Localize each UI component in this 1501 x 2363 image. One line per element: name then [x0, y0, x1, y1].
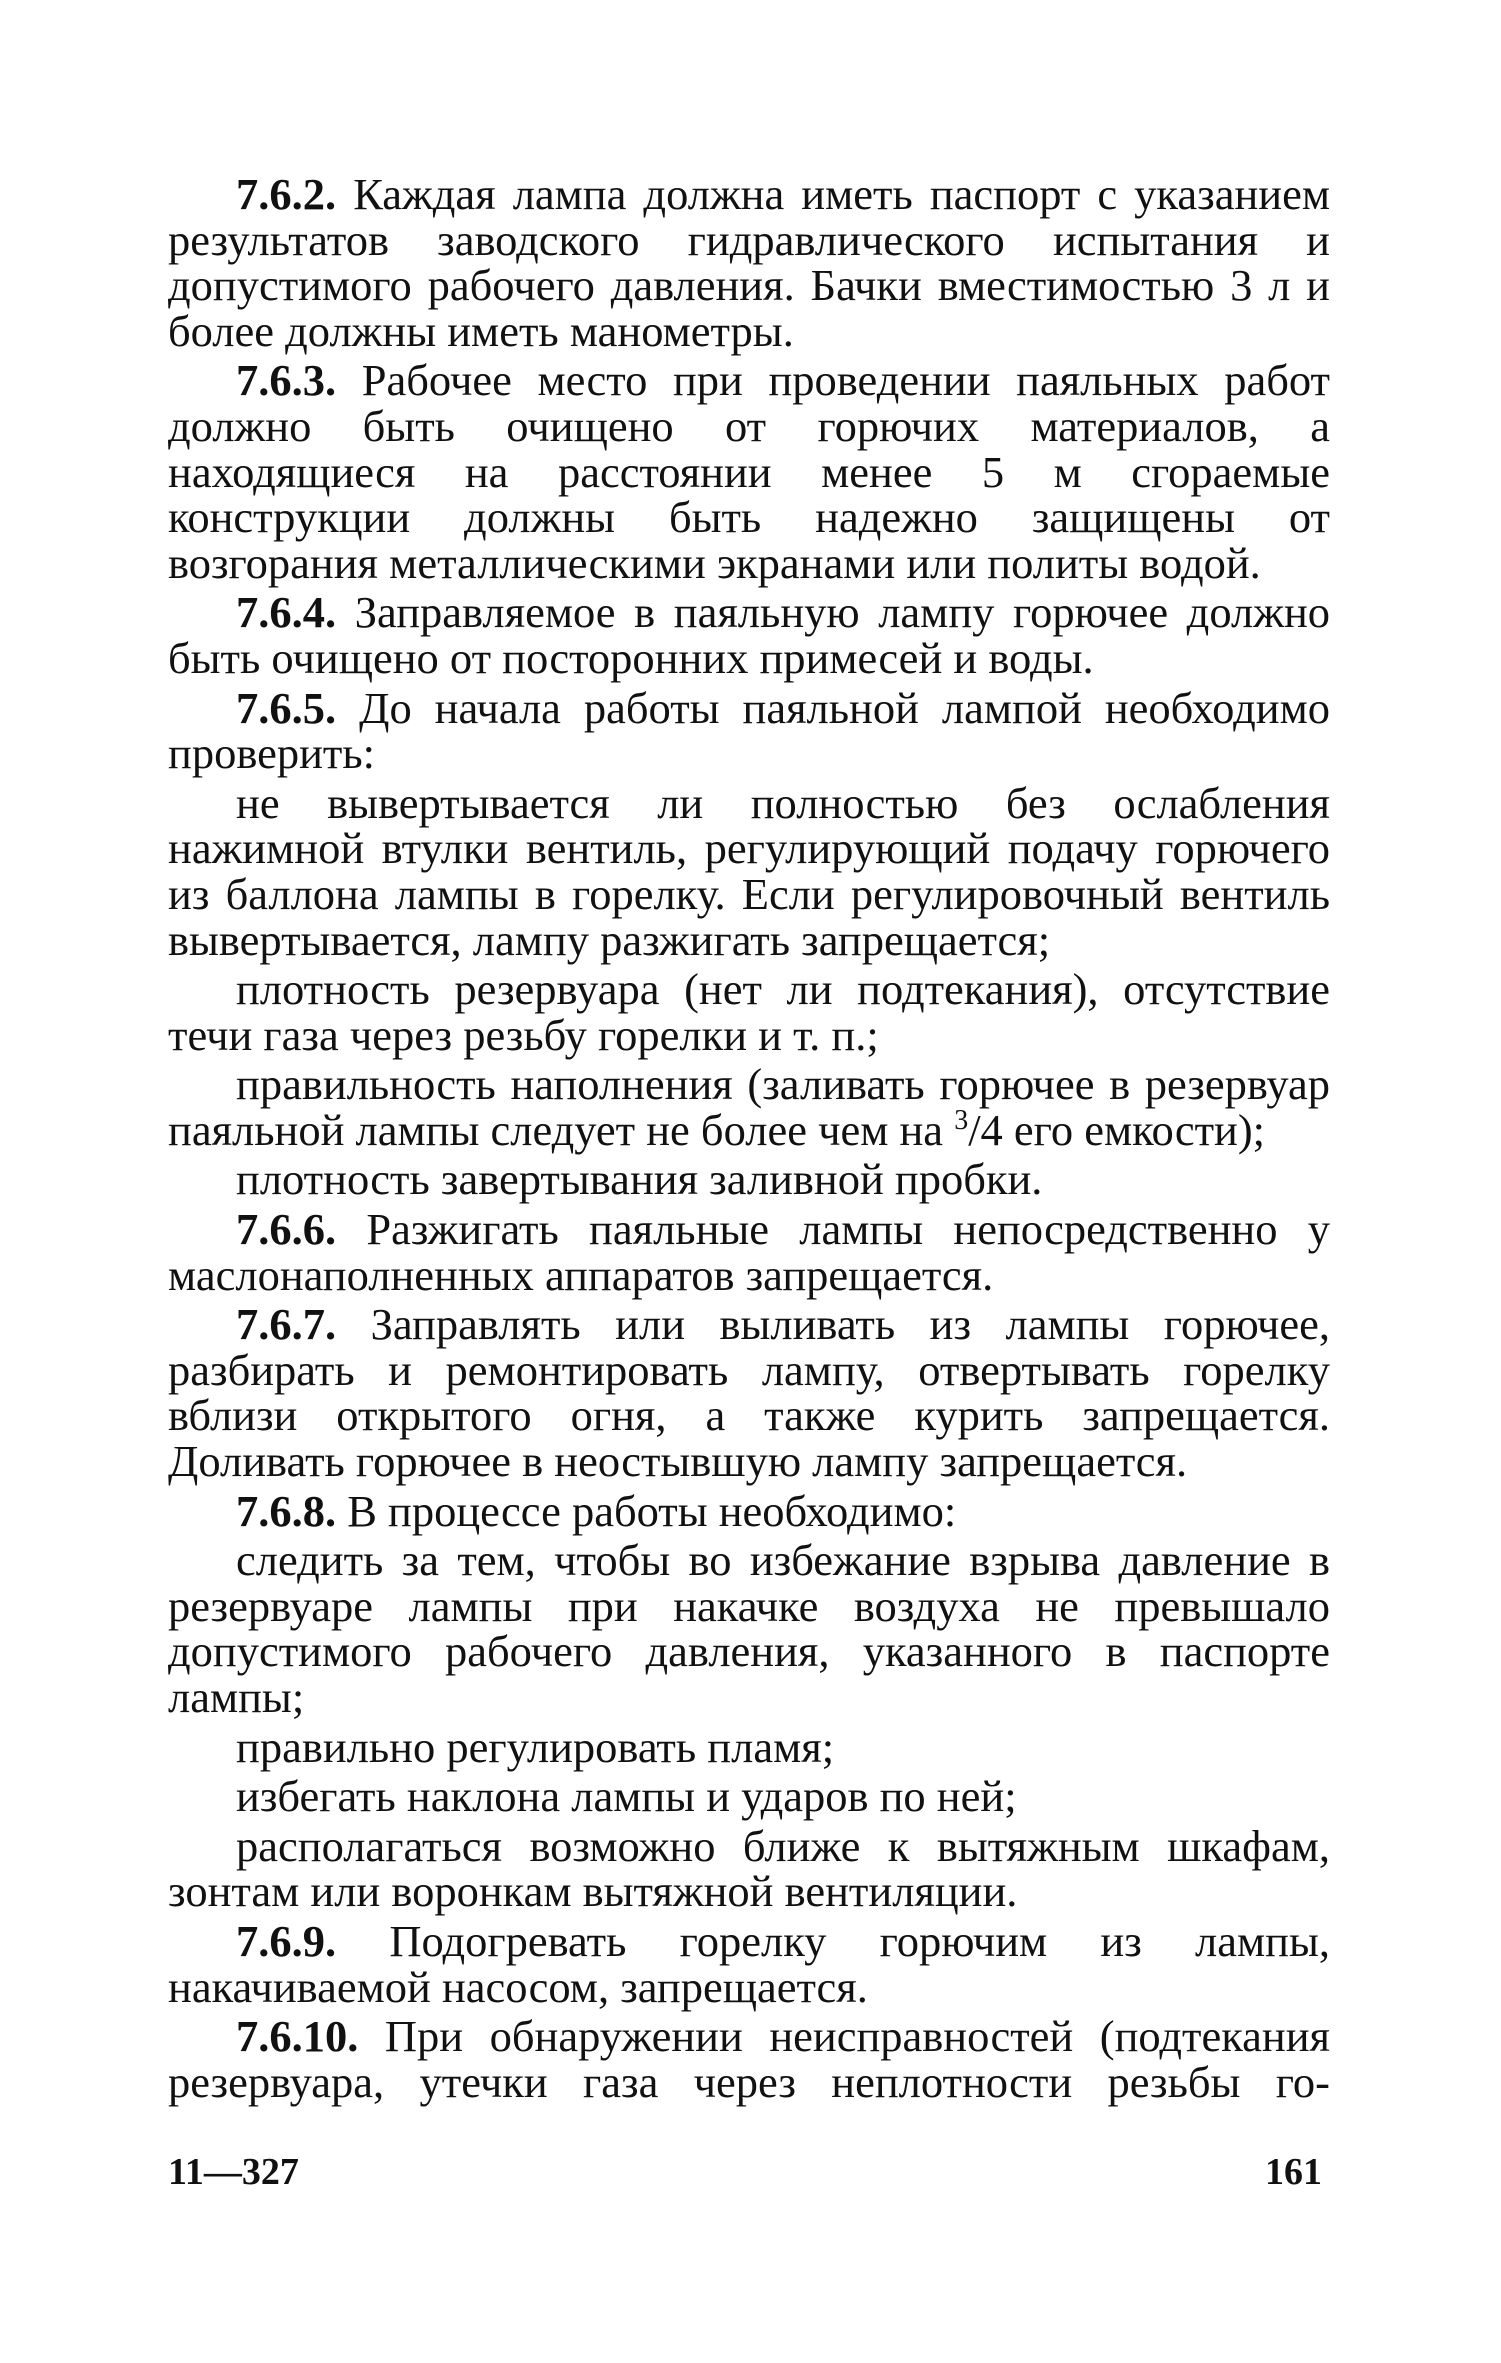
list-item-reservoir-tightness	[168, 964, 1330, 1060]
paragraph-7-6-5	[168, 682, 1330, 779]
paragraph-text: Рабочее место при проведении паяльных работ должно быть очищено от горючих материалов, а находящиеся на расстоянии менее 5 м сгораемые конструкции должны быть надежно защищены от возгорания металлическими экранами или политы водой.	[168, 355, 1331, 588]
fraction-numerator: 3	[954, 1104, 969, 1136]
clause-number: 7.6.5.	[236, 682, 337, 733]
list-item-valve-check	[168, 777, 1330, 965]
paragraph-text: плотность завертывания заливной пробки.	[236, 1154, 1043, 1205]
paragraph-text: Разжигать паяльные лампы непосредственно у маслонаполненных аппаратов запрещается.	[168, 1204, 1330, 1300]
paragraph-text: Каждая лампа должна иметь паспорт с указанием результатов заводского гидравлического испытания и допустимого рабочего давления. Бачки вместимостью 3 л и более должны иметь манометры.	[168, 169, 1330, 356]
list-item-tilt	[168, 1771, 1330, 1822]
paragraph-text: плотность резервуара (нет ли подтекания), отсутствие течи газа через резьбу горелки и т. п.;	[168, 964, 1330, 1060]
list-item-filling-correctness	[168, 1059, 1330, 1155]
clause-number: 7.6.9.	[236, 1915, 337, 1966]
paragraph-7-6-2	[168, 169, 1330, 356]
list-item-plug-tightness	[168, 1154, 1330, 1205]
paragraph-text: В процессе работы необходимо:	[347, 1485, 957, 1536]
paragraph-7-6-10	[168, 2011, 1331, 2107]
body-text	[168, 169, 1331, 2109]
paragraph-7-6-4	[168, 587, 1331, 683]
paragraph-text: избегать наклона лампы и ударов по ней;	[236, 1771, 1017, 1822]
printer-signature: 11—327	[168, 2151, 299, 2193]
paragraph-7-6-7	[168, 1299, 1330, 1487]
paragraph-7-6-8	[168, 1485, 1330, 1536]
paragraph-text: правильно регулировать пламя;	[236, 1721, 835, 1772]
clause-number: 7.6.10.	[236, 2011, 359, 2062]
clause-number: 7.6.8.	[236, 1485, 337, 1536]
clause-number: 7.6.6.	[236, 1204, 337, 1255]
list-item-ventilation	[168, 1820, 1330, 1917]
list-item-pressure	[168, 1535, 1330, 1722]
paragraph-text: Заправлять или выливать из лампы горючее, разбирать и ремонтировать лампу, отвертывать горелку вблизи открытого огня, а также курить запрещается. Доливать горючее в неостывшую лампу запрещается.	[168, 1299, 1330, 1487]
clause-number: 7.6.7.	[236, 1299, 337, 1350]
paragraph-text: /4 его емкости);	[968, 1104, 1266, 1155]
paragraph-7-6-6	[168, 1204, 1330, 1300]
paragraph-text: Заправляемое в паяльную лампу горючее должно быть очищено от посторонних примесей и воды.	[168, 587, 1331, 683]
page-number: 161	[1265, 2151, 1322, 2193]
paragraph-text: Подогревать горелку горючим из лампы, накачиваемой насосом, запрещается.	[168, 1915, 1331, 2012]
paragraph-7-6-3	[168, 355, 1331, 588]
paragraph-text: не вывертывается ли полностью без ослабления нажимной втулки вентиль, регулирующий подачу горючего из баллона лампы в горелку. Если регулировочный вентиль вывертывается, лампу разжигать запрещается;	[168, 777, 1330, 965]
paragraph-text: До начала работы паяльной лампой необходимо проверить:	[168, 682, 1330, 779]
paragraph-text: При обнаружении неисправностей (подтекания резервуара, утечки газа через неплотности резьбы го-	[168, 2011, 1331, 2107]
paragraph-text: правильность наполнения (заливать горючее в резервуар паяльной лампы следует не более чем на	[168, 1059, 1330, 1155]
clause-number: 7.6.4.	[236, 587, 337, 638]
paragraph-text: располагаться возможно ближе к вытяжным шкафам, зонтам или воронкам вытяжной вентиляции.	[168, 1820, 1330, 1917]
paragraph-text: следить за тем, чтобы во избежание взрыва давление в резервуаре лампы при накачке воздуха не превышало допустимого рабочего давления, указанного в паспорте лампы;	[168, 1535, 1330, 1722]
clause-number: 7.6.2.	[236, 169, 337, 219]
list-item-flame	[168, 1721, 1330, 1772]
clause-number: 7.6.3.	[236, 355, 337, 406]
paragraph-7-6-9	[168, 1915, 1331, 2012]
